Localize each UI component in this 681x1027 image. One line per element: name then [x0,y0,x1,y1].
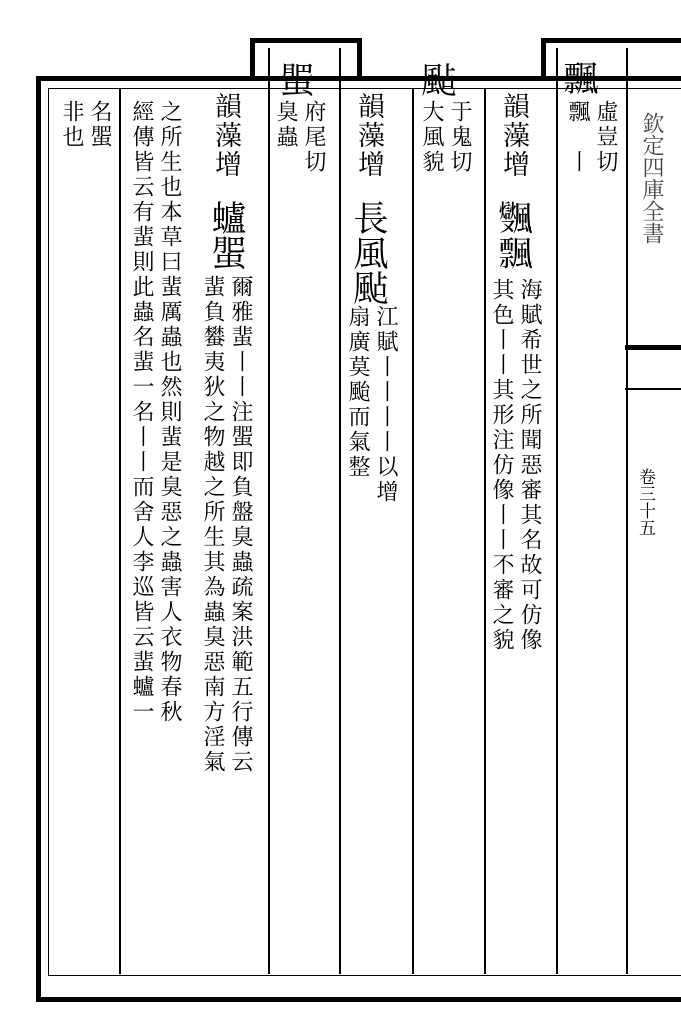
entry-note [346,305,396,505]
note-line: 扇廣莫颱而氣整 [345,305,370,480]
note-line: 大風貌 [419,100,444,175]
tab-edge [541,38,546,81]
section-marker: 韻藻增 [353,92,384,179]
note-line: 虛豈切 [593,100,618,175]
entry-head-char: 飄 [558,60,598,95]
entry-note-continued [130,100,180,725]
tab-edge [250,38,255,81]
entry-head-char: 長風颭 [348,200,388,305]
column-rule [556,48,558,974]
entry-head-char: 蜰 [274,62,314,97]
note-line: 臭蟲 [273,100,298,150]
note-line: 飄 [565,100,590,125]
note-tail: 丨 [565,150,590,175]
tab-top-left [250,38,362,43]
note-line: 爾雅蜚丨丨注蜰即負盤臭蟲疏案洪範五行傳云 [228,275,253,775]
entry-head-char: 蠦蜰 [206,200,246,270]
column-rule [484,88,486,974]
note-line: 其色丨丨其形注仿像丨丨不審之貌 [489,278,514,653]
fishtail-mark [625,345,681,390]
section-marker: 韻藻增 [498,92,529,179]
tab-edge [357,38,362,81]
column-rule [268,48,270,974]
note-line: 非也 [59,100,84,150]
note-line: 府尾切 [301,100,326,175]
running-head-volume: 卷三十五 [635,468,655,536]
note-line: 之所生也本草曰蜚厲蟲也然則蜚是臭惡之蟲害人衣物春秋 [157,100,182,725]
column-rule [339,48,341,974]
note-line: 江賦丨丨丨丨以增 [373,305,398,505]
note-line: 經傳皆云有蜚則此蟲名蜚一名丨丨而舍人李巡皆云蜚蠦一 [129,100,154,725]
section-marker: 韻藻增 [210,92,241,179]
column-rule [412,88,414,974]
entry-note [420,100,470,175]
entry-head-char: 颭 [416,62,456,97]
entry-note [274,100,324,175]
column-rule [119,88,121,974]
tab-top-right [541,38,681,43]
entry-head-char: 𩙜飄 [494,200,534,270]
note-line: 海賦希世之所聞惡審其名故可仿像 [517,278,542,653]
running-head-title: 欽定四庫全書 [639,112,664,244]
entry-note [201,275,251,775]
note-line: 蜚負蠜夷狄之物越之所生其為蟲臭惡南方淫氣 [200,275,225,775]
entry-note [490,278,540,653]
column-rule [626,48,628,974]
note-line: 名蜰 [87,100,112,150]
entry-note-continued [60,100,110,150]
note-line: 于鬼切 [447,100,472,175]
